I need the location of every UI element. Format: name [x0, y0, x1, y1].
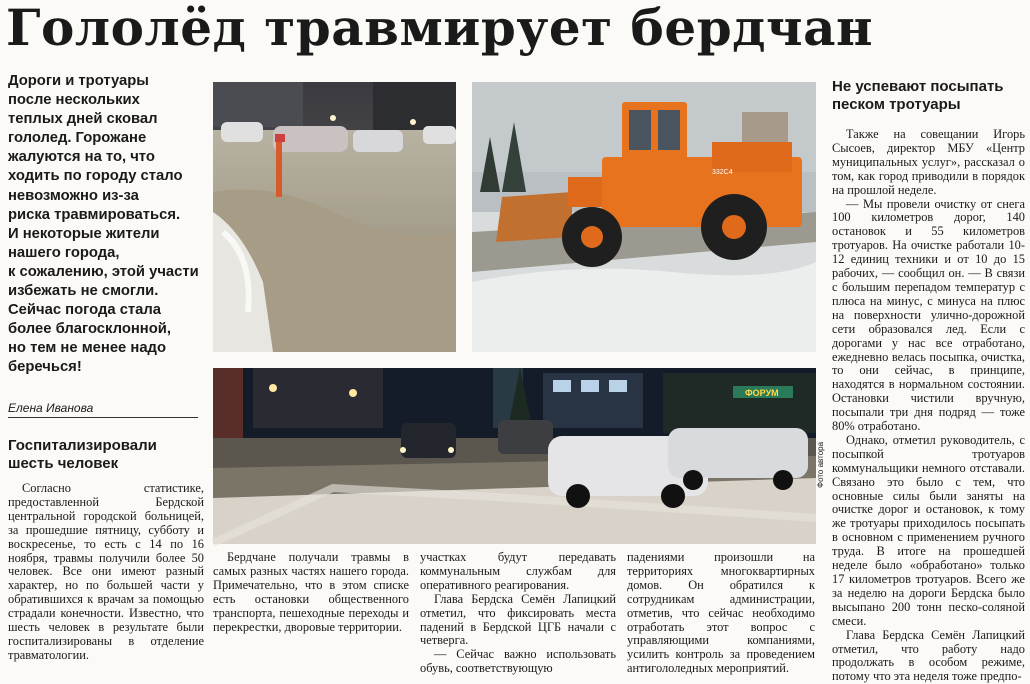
divider — [8, 417, 198, 418]
section-title-sand: Не успевают посыпать песком тротуары — [832, 78, 1004, 113]
lead-text: Дороги и тротуары после нескольких теплых дней сковал гололед. Горожане жалуются на то, что ходить по городу стало невозможно из-за риска травмироваться. И некоторые жители нашего города, к сожалению, этой участи избежать не смогли. Сейчас погода стала более благосклонной, но тем не менее надо беречься! — [8, 73, 199, 376]
article-column-3: участках будут передавать коммунальным службам для оперативного реагирования. Глава Бердска Семён Лапицкий отметил, что фиксировать места падений в Бердской ЦГБ начали с четверга. — Сейчас важно использовать обувь, соответствующую — [420, 550, 616, 676]
article-column-2: Бердчане получали травмы в самых разных частях нашего города. Примечательно, что в этом списке есть остановки общественного транспорта, пешеходные переходы и перекрестки, дворовые территории. — [213, 550, 409, 634]
loader-number: 332С4 — [712, 169, 733, 176]
photo-night-traffic — [213, 368, 816, 544]
store-sign: ФОРУМ — [745, 388, 779, 398]
section-title-hospitalized: Госпитализировали шесть человек — [8, 437, 157, 472]
author-byline: Елена Иванова — [8, 401, 94, 415]
article-column-1: Согласно статистике, предоставленной Бердской центральной городской больницей, за прошедшие пятницу, субботу и воскресенье, то есть с 14 по 16 ноября, травмы получили более 50 человек. Все они имеют разный характер, но по большей части у обратившихся к врачам за помощью страдали конечности. Известно, что шесть человек в результате были госпитализированы в отделение травматологии. — [8, 481, 204, 662]
article-column-5: Также на совещании Игорь Сысоев, директор МБУ «Центр муниципальных услуг», рассказал о том, как город приводили в порядок на прошлой неделе. — Мы провели очистку от снега 100 километров дорог, 140 остановок и 55 километров тротуаров. На очистке работали 10-12 единиц техники и от 10 до 15 рабочих, — сообщил он. — В связи с большим перепадом температур с плюса на минус, с минуса на плюс на поверхности улично-дорожной сети образовался лед. Если с дорогами у нас все отработано, ежедневно велась посыпка, очистка, то они сейчас, в принципе, находятся в нормальном состоянии. Остановки чистили вручную, посыпали три дня подряд — тоже 80% отработано. Однако, отметил руководитель, с посыпкой тротуаров коммунальщики немного отставали. Связано это было с тем, что основные силы были заняты на очистке дорог и остановок, к тому же тротуары приходилось посыпать в основном с применением ручного труда. В итоге на прошедшей неделе было «обработано» только 17 километров тротуаров. Всего же за неделю на дороги Бердска было высыпано 200 тонн песко-соляной смеси. Глава Бердска Семён Лапицкий отметил, что работу надо продолжать в особом режиме, потому что эта неделя тоже предпо- — [832, 127, 1025, 684]
article-column-4: падениями произошли на территориях многоквартирных домов. Он обратился к сотрудникам администрации, отметив, что сейчас необходимо отработать этот вопрос с управляющими компаниями, усилить контроль за проведением антигололедных мероприятий. — [627, 550, 815, 676]
photo-credit: Фото автора — [816, 441, 825, 488]
photo-icy-parking — [213, 82, 456, 352]
photo-snow-loader — [472, 82, 816, 352]
headline: Гололёд травмирует бердчан — [6, 0, 874, 57]
